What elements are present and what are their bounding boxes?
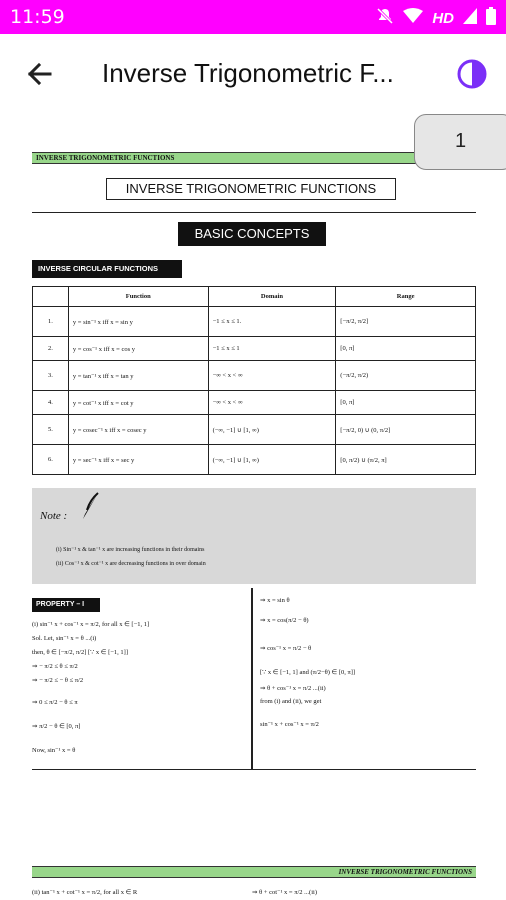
table-cell: (−∞, −1] ∪ [1, ∞) xyxy=(208,445,336,475)
app-bar xyxy=(0,34,506,114)
table-row xyxy=(33,391,476,415)
status-icons xyxy=(376,7,496,30)
table-cell: [0, π] xyxy=(336,391,476,415)
table-cell: [0, π/2) ∪ (π/2, π] xyxy=(336,445,476,475)
math-line: sin⁻¹ x + cos⁻¹ x = π/2 xyxy=(260,721,319,728)
table-cell: y = sin⁻¹ x iff x = sin y xyxy=(68,307,208,337)
math-line: ⇒ x = sin θ xyxy=(260,597,290,604)
table-cell: [0, π] xyxy=(336,337,476,361)
table-row xyxy=(33,415,476,445)
back-arrow-icon[interactable] xyxy=(22,56,58,92)
note-box xyxy=(32,488,476,584)
header-cell xyxy=(33,287,69,307)
math-line: from (i) and (ii), we get xyxy=(260,698,322,705)
table-cell: y = cot⁻¹ x iff x = cot y xyxy=(68,391,208,415)
column-divider xyxy=(251,588,253,770)
math-line: ⇒ θ + cos⁻¹ x = π/2 ...(ii) xyxy=(260,685,326,692)
note-line: (i) Sin⁻¹ x & tan⁻¹ x are increasing functions in their domains xyxy=(56,547,205,553)
divider xyxy=(32,212,476,213)
math-line: (i) sin⁻¹ x + cos⁻¹ x = π/2, for all x ∈ [−1, 1] xyxy=(32,621,150,628)
table-row xyxy=(33,445,476,475)
page-number-badge[interactable] xyxy=(414,114,506,170)
property-heading: PROPERTY – I xyxy=(32,598,100,612)
section-heading: INVERSE CIRCULAR FUNCTIONS xyxy=(32,260,182,278)
status-bar xyxy=(0,0,506,34)
math-line: Sol. Let, sin⁻¹ x = θ ...(i) xyxy=(32,635,97,642)
basic-concepts-heading: BASIC CONCEPTS xyxy=(178,222,326,246)
table-row xyxy=(33,307,476,337)
table-cell: y = cos⁻¹ x iff x = cos y xyxy=(68,337,208,361)
table-cell: 3. xyxy=(33,361,69,391)
note-line: (ii) Cos⁻¹ x & cot⁻¹ x are decreasing functions in over domain xyxy=(56,561,206,567)
math-line: [∵ x ∈ [−1, 1] and (π/2−θ) ∈ [0, π]] xyxy=(260,669,356,676)
math-line: ⇒ cos⁻¹ x = π/2 − θ xyxy=(260,645,312,652)
math-line: ⇒ 0 ≤ π/2 − θ ≤ π xyxy=(32,699,78,706)
table-cell: y = cosec⁻¹ x iff x = cosec y xyxy=(68,415,208,445)
table-header-row xyxy=(33,287,476,307)
network-type: HD xyxy=(432,10,454,27)
header-cell: Range xyxy=(336,287,476,307)
math-line: (ii) tan⁻¹ x + cot⁻¹ x = π/2, for all x ∈ R xyxy=(32,889,138,896)
pdf-page[interactable] xyxy=(0,114,506,900)
table-row xyxy=(33,361,476,391)
header-band: INVERSE TRIGONOMETRIC FUNCTIONS xyxy=(32,152,416,164)
chapter-title: INVERSE TRIGONOMETRIC FUNCTIONS xyxy=(106,178,396,200)
page-number: 1 xyxy=(455,130,467,152)
property-section xyxy=(32,588,476,770)
mute-icon xyxy=(376,7,394,30)
table-cell: −1 ≤ x ≤ 1. xyxy=(208,307,336,337)
table-cell: (−∞, −1] ∪ [1, ∞) xyxy=(208,415,336,445)
wifi-icon xyxy=(403,8,423,29)
math-line: Now, sin⁻¹ x = θ xyxy=(32,747,76,754)
table-cell: 1. xyxy=(33,307,69,337)
table-cell: [−π/2, π/2] xyxy=(336,307,476,337)
table-cell: (−π/2, π/2) xyxy=(336,361,476,391)
table-cell: 6. xyxy=(33,445,69,475)
night-mode-icon[interactable] xyxy=(456,58,488,90)
table-cell: 4. xyxy=(33,391,69,415)
table-row xyxy=(33,337,476,361)
document-title: Inverse Trigonometric F... xyxy=(102,58,394,88)
math-line: ⇒ − π/2 ≤ − θ ≤ π/2 xyxy=(32,677,84,684)
math-line: ⇒ − π/2 ≤ θ ≤ π/2 xyxy=(32,663,78,670)
header-cell: Domain xyxy=(208,287,336,307)
table-cell: 2. xyxy=(33,337,69,361)
table-cell: y = sec⁻¹ x iff x = sec y xyxy=(68,445,208,475)
math-line: ⇒ x = cos(π/2 − θ) xyxy=(260,617,309,624)
footer-band: INVERSE TRIGONOMETRIC FUNCTIONS xyxy=(32,866,476,878)
table-cell: 5. xyxy=(33,415,69,445)
header-cell: Function xyxy=(68,287,208,307)
functions-table xyxy=(32,286,476,475)
battery-icon xyxy=(486,7,496,30)
note-label: Note : xyxy=(40,510,68,522)
signal-icon xyxy=(463,8,477,29)
pen-icon xyxy=(78,492,100,527)
math-line: ⇒ π/2 − θ ∈ [0, π] xyxy=(32,723,81,730)
table-cell: −∞ < x < ∞ xyxy=(208,391,336,415)
table-cell: −1 ≤ x ≤ 1 xyxy=(208,337,336,361)
table-cell: −∞ < x < ∞ xyxy=(208,361,336,391)
status-time: 11:59 xyxy=(10,6,65,28)
math-line: ⇒ θ + cot⁻¹ x = π/2 ...(ii) xyxy=(252,889,317,896)
table-cell: [−π/2, 0) ∪ (0, π/2] xyxy=(336,415,476,445)
table-cell: y = tan⁻¹ x iff x = tan y xyxy=(68,361,208,391)
math-line: then, θ ∈ [−π/2, π/2] [∵ x ∈ [−1, 1]] xyxy=(32,649,129,656)
